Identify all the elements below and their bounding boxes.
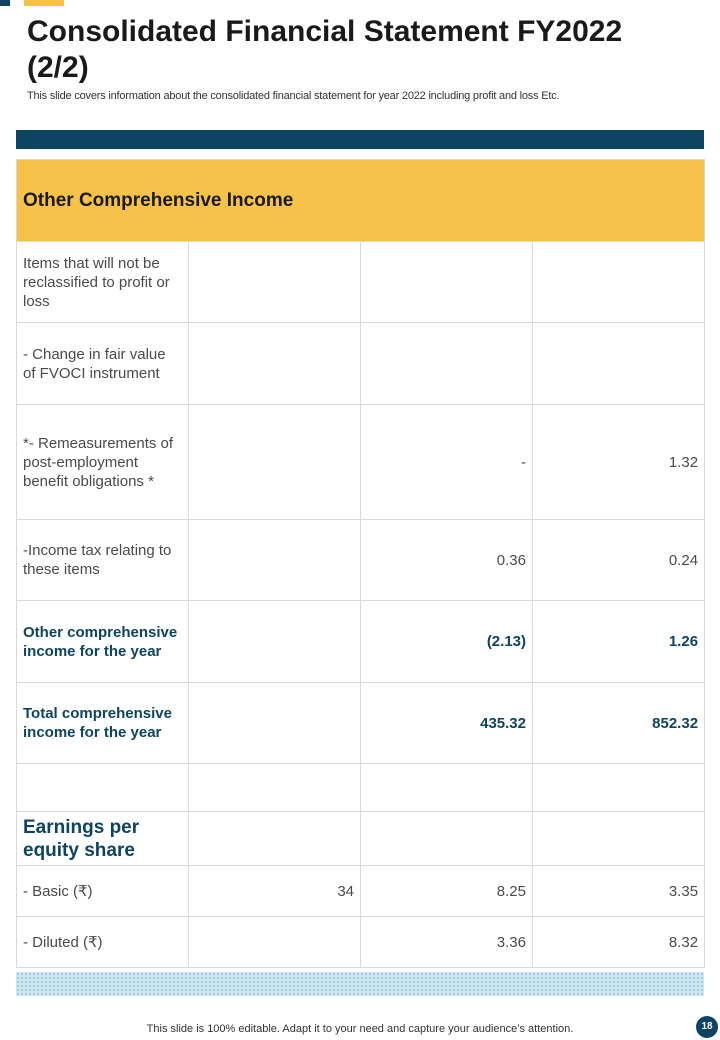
row-label: Items that will not be reclassified to profit or loss — [17, 242, 189, 323]
row-value-col1: 34 — [189, 866, 361, 917]
page-subtitle: This slide covers information about the consolidated financial statement for year 2022 including profit and loss Etc. — [27, 90, 560, 102]
row-value-col1 — [189, 520, 361, 601]
row-value-col3 — [533, 812, 705, 866]
row-value-col3: 1.26 — [533, 601, 705, 683]
corner-accent-navy — [0, 0, 10, 6]
table-row — [17, 323, 705, 405]
row-value-col3: 3.35 — [533, 866, 705, 917]
row-value-col1 — [189, 764, 361, 812]
table-row — [17, 812, 705, 866]
table-row — [17, 764, 705, 812]
page-title: Consolidated Financial Statement FY2022 (2/2) — [27, 15, 623, 84]
row-value-col1 — [189, 917, 361, 968]
row-value-col3: 1.32 — [533, 405, 705, 520]
row-value-col2: (2.13) — [361, 601, 533, 683]
row-label: *- Remeasurements of post-employment benefit obligations * — [17, 405, 189, 520]
row-label — [17, 764, 189, 812]
row-value-col3 — [533, 764, 705, 812]
row-value-col2 — [361, 242, 533, 323]
row-value-col1 — [189, 323, 361, 405]
row-label: Earnings per equity share — [17, 812, 189, 866]
row-value-col3 — [533, 242, 705, 323]
table-row — [17, 520, 705, 601]
row-value-col3 — [533, 323, 705, 405]
financial-table — [16, 159, 704, 968]
row-value-col1 — [189, 242, 361, 323]
row-value-col1 — [189, 683, 361, 764]
row-value-col1 — [189, 601, 361, 683]
row-label: Other comprehensive income for the year — [17, 601, 189, 683]
row-label: - Diluted (₹) — [17, 917, 189, 968]
table-header-bar — [16, 130, 704, 149]
table-row — [17, 683, 705, 764]
row-value-col2: 8.25 — [361, 866, 533, 917]
decorative-pattern-band — [16, 972, 704, 996]
row-value-col1 — [189, 812, 361, 866]
row-value-col2 — [361, 764, 533, 812]
row-value-col2: 3.36 — [361, 917, 533, 968]
row-value-col2: - — [361, 405, 533, 520]
row-value-col3: 852.32 — [533, 683, 705, 764]
table-row — [17, 405, 705, 520]
table-row — [17, 242, 705, 323]
row-value-col2: 435.32 — [361, 683, 533, 764]
table-row — [17, 917, 705, 968]
row-value-col2: 0.36 — [361, 520, 533, 601]
table-row — [17, 866, 705, 917]
row-value-col1 — [189, 405, 361, 520]
footer-note: This slide is 100% editable. Adapt it to your need and capture your audience’s attention. — [146, 1023, 574, 1035]
section-header-row — [17, 160, 705, 242]
page-number-badge: 18 — [696, 1016, 718, 1038]
row-label: - Change in fair value of FVOCI instrument — [17, 323, 189, 405]
row-value-col3: 8.32 — [533, 917, 705, 968]
row-value-col2 — [361, 323, 533, 405]
row-label: Total comprehensive income for the year — [17, 683, 189, 764]
row-value-col3: 0.24 — [533, 520, 705, 601]
section-title: Other Comprehensive Income — [17, 160, 705, 242]
table-row — [17, 601, 705, 683]
corner-accent-yellow — [24, 0, 64, 6]
row-label: -Income tax relating to these items — [17, 520, 189, 601]
row-label: - Basic (₹) — [17, 866, 189, 917]
row-value-col2 — [361, 812, 533, 866]
